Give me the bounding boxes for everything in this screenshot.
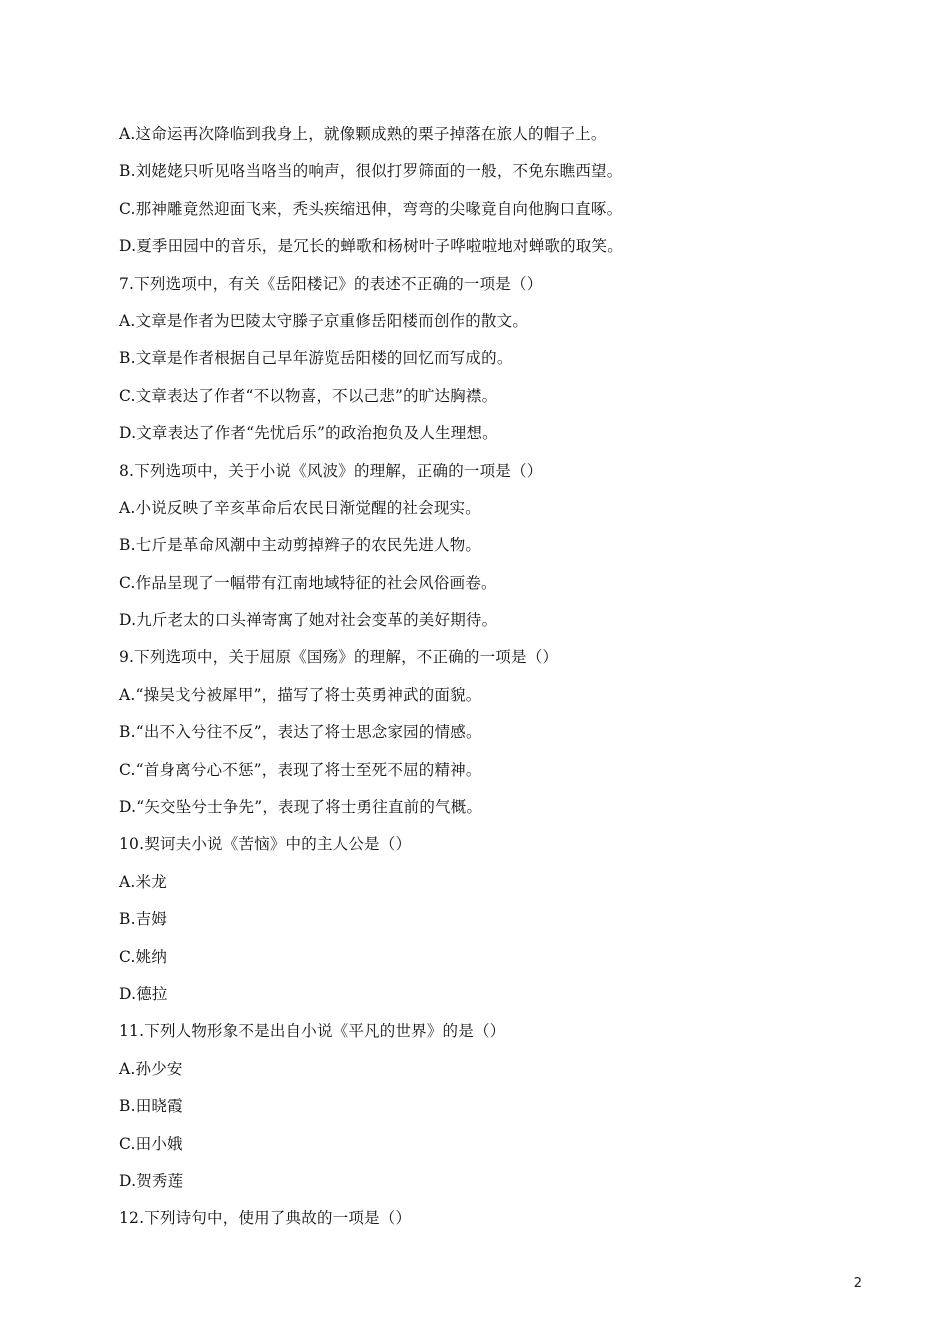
question-line: 11.下列人物形象不是出自小说《平凡的世界》的是（） [119, 1022, 506, 1041]
option-line: D.德拉 [119, 984, 168, 1003]
option-line: D.贺秀莲 [119, 1171, 184, 1190]
page-number: 2 [853, 1276, 862, 1291]
question-line: 10.契诃夫小说《苦恼》中的主人公是（） [119, 835, 412, 854]
question-line: 8.下列选项中，关于小说《风波》的理解，正确的一项是（） [119, 461, 543, 480]
option-line: C.文章表达了作者“不以物喜，不以己悲”的旷达胸襟。 [119, 386, 498, 405]
option-line: A.小说反映了辛亥革命后农民日渐觉醒的社会现实。 [119, 498, 481, 517]
option-line: B.田晓霞 [119, 1097, 183, 1116]
option-line: B.文章是作者根据自己早年游览岳阳楼的回忆而写成的。 [119, 349, 513, 368]
option-line: A.米龙 [119, 872, 167, 891]
option-line: A.“操吴戈兮被犀甲”，描写了将士英勇神武的面貌。 [119, 685, 482, 704]
question-line: 12.下列诗句中，使用了典故的一项是（） [119, 1209, 412, 1228]
option-line: C.那神雕竟然迎面飞来，秃头疾缩迅伸，弯弯的尖喙竟自向他胸口直啄。 [119, 199, 623, 218]
option-line: C.姚纳 [119, 947, 168, 966]
option-line: C.“首身离兮心不惩”，表现了将士至死不屈的精神。 [119, 760, 482, 779]
option-line: A.文章是作者为巴陵太守滕子京重修岳阳楼而创作的散文。 [119, 311, 529, 330]
option-line: C.田小娥 [119, 1134, 183, 1153]
option-line: B.吉姆 [119, 910, 168, 929]
option-line: A.孙少安 [119, 1059, 183, 1078]
option-line: A.这命运再次降临到我身上，就像颗成熟的栗子掉落在旅人的帽子上。 [119, 125, 607, 143]
option-line: D.夏季田园中的音乐，是冗长的蝉歌和杨树叶子哗啦啦地对蝉歌的取笑。 [119, 237, 623, 256]
option-line: C.作品呈现了一幅带有江南地域特征的社会风俗画卷。 [119, 573, 497, 592]
option-line: B.刘姥姥只听见咯当咯当的响声，很似打罗筛面的一般，不免东瞧西望。 [119, 162, 623, 181]
question-text-block [119, 121, 839, 1243]
question-line: 9.下列选项中，关于屈原《国殇》的理解，不正确的一项是（） [119, 648, 559, 667]
question-line: 7.下列选项中，有关《岳阳楼记》的表述不正确的一项是（） [119, 274, 543, 293]
option-line: B.七斤是革命风潮中主动剪掉辫子的农民先进人物。 [119, 536, 482, 555]
option-line: D.九斤老太的口头禅寄寓了她对社会变革的美好期待。 [119, 611, 498, 630]
option-line: D.“矢交坠兮士争先”，表现了将士勇往直前的气概。 [119, 798, 483, 817]
option-line: D.文章表达了作者“先忧后乐”的政治抱负及人生理想。 [119, 424, 498, 443]
option-line: B.“出不入兮往不反”，表达了将士思念家园的情感。 [119, 723, 482, 742]
